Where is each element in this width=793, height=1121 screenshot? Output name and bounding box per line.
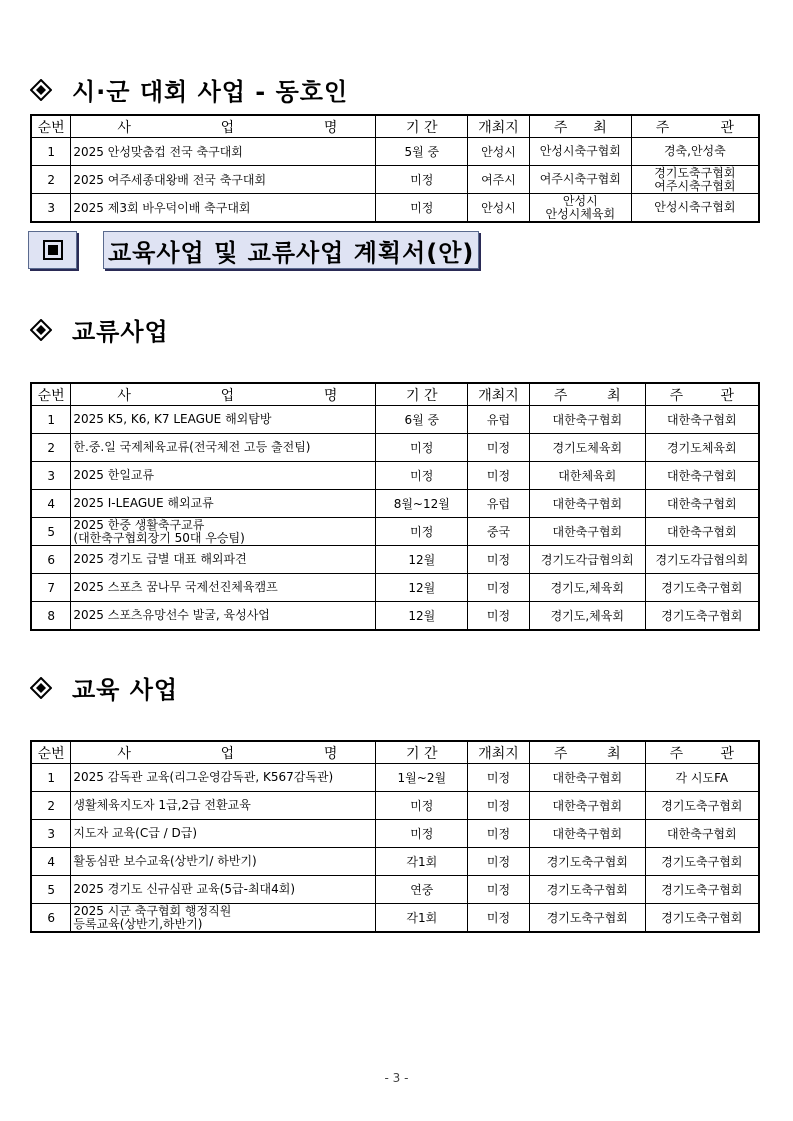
cell-no: 3 <box>31 820 71 848</box>
cell-period: 연중 <box>376 876 468 904</box>
project-name-line: 2025 경기도 급별 대표 해외파견 <box>73 552 247 566</box>
plan-banner <box>28 230 479 270</box>
cell-organizer: 경기도축구협회 <box>645 904 759 933</box>
project-name-line: 2025 스포츠 꿈나무 국제선진체육캠프 <box>73 580 278 594</box>
cell-no: 4 <box>31 848 71 876</box>
cell-venue: 미정 <box>468 462 530 490</box>
cell-organizer: 대한축구협회 <box>645 490 759 518</box>
cell-no: 1 <box>31 406 71 434</box>
cell-period: 미정 <box>376 434 468 462</box>
cell-no: 1 <box>31 764 71 792</box>
cell-venue: 여주시 <box>468 166 530 194</box>
cell-no: 7 <box>31 574 71 602</box>
cell-host: 대한축구협회 <box>529 490 645 518</box>
cell-project-name <box>71 904 376 933</box>
section-title: 교육 사업 <box>72 676 179 704</box>
cell-period: 5월 중 <box>376 138 468 166</box>
cell-project-name <box>71 462 376 490</box>
cell-host: 대한축구협회 <box>529 820 645 848</box>
cell-no: 3 <box>31 194 71 223</box>
project-name-line: 2025 경기도 신규심판 교육(5급-최대4회) <box>73 882 296 896</box>
cell-period: 12월 <box>376 574 468 602</box>
header-text: 명 <box>323 745 338 762</box>
header-text: 최 <box>607 745 621 762</box>
cell-organizer: 대한축구협회 <box>645 820 759 848</box>
cell-venue: 미정 <box>468 764 530 792</box>
cell-project-name <box>71 434 376 462</box>
header-organizer <box>645 383 759 406</box>
cell-period: 1월~2월 <box>376 764 468 792</box>
header-text: 주 <box>655 119 670 136</box>
project-name-line: 2025 감독관 교육(리그운영감독관, K567감독관) <box>73 770 334 784</box>
cell-host: 경기도축구협회 <box>529 904 645 933</box>
cell-project-name <box>71 602 376 631</box>
cell-host <box>529 194 631 223</box>
table-row <box>31 876 759 904</box>
cell-project-name <box>71 876 376 904</box>
cell-venue: 미정 <box>468 792 530 820</box>
table-row <box>31 764 759 792</box>
cell-venue: 중국 <box>468 518 530 546</box>
cell-period: 12월 <box>376 602 468 631</box>
cell-no: 6 <box>31 904 71 933</box>
cell-venue: 미정 <box>468 876 530 904</box>
cell-venue: 유럽 <box>468 406 530 434</box>
cell-period: 미정 <box>376 820 468 848</box>
project-name-line: 지도자 교육(C급 / D급) <box>73 826 198 840</box>
table-row <box>31 490 759 518</box>
project-name-line: 등록교육(상반기,하반기) <box>73 916 203 931</box>
table-row <box>31 138 759 166</box>
page-number: - 3 - <box>384 1071 409 1085</box>
host-line: 여주시축구협회 <box>539 172 621 186</box>
header-text: 주 <box>553 745 568 762</box>
project-name-line: 활동심판 보수교육(상반기/ 하반기) <box>73 854 257 868</box>
table-row <box>31 462 759 490</box>
cell-period: 각1회 <box>376 904 468 933</box>
cell-host: 경기도축구협회 <box>529 848 645 876</box>
education-table <box>30 740 760 933</box>
cell-venue: 미정 <box>468 904 530 933</box>
cell-organizer: 경기도축구협회 <box>645 876 759 904</box>
cell-venue: 유럽 <box>468 490 530 518</box>
cell-organizer: 경기도축구협회 <box>645 602 759 631</box>
table-row <box>31 518 759 546</box>
table-row <box>31 574 759 602</box>
cell-period: 8월~12월 <box>376 490 468 518</box>
diamond-bullet-icon <box>30 319 52 341</box>
cell-period: 12월 <box>376 546 468 574</box>
header-host <box>529 741 645 764</box>
table-header-row <box>31 115 759 138</box>
organizer-line: 안성시축구협회 <box>654 200 736 214</box>
cell-venue: 안성시 <box>468 138 530 166</box>
cell-project-name <box>71 820 376 848</box>
cell-organizer <box>631 166 759 194</box>
host-line: 안성시체육회 <box>545 206 616 221</box>
cell-organizer: 경기도축구협회 <box>645 792 759 820</box>
cell-no: 3 <box>31 462 71 490</box>
header-period: 기 간 <box>376 741 468 764</box>
project-name-line: 2025 K5, K6, K7 LEAGUE 해외탐방 <box>73 412 272 426</box>
project-name-line: 2025 시군 축구협회 행정직원 <box>73 903 232 918</box>
cell-project-name <box>71 518 376 546</box>
header-host <box>529 115 631 138</box>
header-text: 최 <box>607 387 621 404</box>
cell-project-name <box>71 848 376 876</box>
table-row <box>31 602 759 631</box>
header-period: 기 간 <box>376 115 468 138</box>
organizer-line: 경축,안성축 <box>663 144 726 158</box>
cell-organizer: 대한축구협회 <box>645 518 759 546</box>
header-no: 순번 <box>31 383 71 406</box>
diamond-bullet-icon <box>30 79 52 101</box>
cell-organizer: 경기도축구협회 <box>645 848 759 876</box>
cell-organizer: 경기도각급협의회 <box>645 546 759 574</box>
cell-period: 미정 <box>376 462 468 490</box>
project-name-line: (대한축구협회장기 50대 우승팀) <box>73 530 245 545</box>
project-name-line: 2025 스포츠유망선수 발굴, 육성사업 <box>73 608 270 622</box>
header-text: 업 <box>220 745 235 762</box>
header-text: 사 <box>117 745 131 762</box>
organizer-line: 경기도축구협회 <box>654 165 736 180</box>
section-heading-education <box>30 670 178 705</box>
cell-host: 경기도각급협의회 <box>529 546 645 574</box>
project-name-line: 2025 한중 생활축구교류 <box>73 517 205 532</box>
host-line: 안성시축구협회 <box>539 144 621 158</box>
project-name-line: 생활체육지도자 1급,2급 전환교육 <box>73 798 251 812</box>
cell-period: 미정 <box>376 518 468 546</box>
city-events-table <box>30 114 760 223</box>
cell-host <box>529 166 631 194</box>
section-heading-exchange <box>30 312 169 347</box>
cell-host: 경기도,체육회 <box>529 574 645 602</box>
square-bullet-icon <box>28 231 77 269</box>
header-period: 기 간 <box>376 383 468 406</box>
header-text: 주 <box>669 387 684 404</box>
exchange-table <box>30 382 760 631</box>
cell-project-name <box>71 792 376 820</box>
cell-host: 대한축구협회 <box>529 406 645 434</box>
cell-project-name <box>71 574 376 602</box>
header-venue: 개최지 <box>468 383 530 406</box>
cell-host: 경기도,체육회 <box>529 602 645 631</box>
header-text: 사 <box>117 119 131 136</box>
header-text: 명 <box>323 119 338 136</box>
table-row <box>31 848 759 876</box>
header-text: 명 <box>323 387 338 404</box>
cell-organizer: 경기도축구협회 <box>645 574 759 602</box>
cell-no: 5 <box>31 518 71 546</box>
cell-no: 2 <box>31 166 71 194</box>
header-organizer <box>645 741 759 764</box>
table-row <box>31 194 759 223</box>
header-no: 순번 <box>31 115 71 138</box>
cell-host: 경기도체육회 <box>529 434 645 462</box>
cell-organizer <box>631 138 759 166</box>
cell-host: 경기도축구협회 <box>529 876 645 904</box>
cell-organizer: 대한축구협회 <box>645 406 759 434</box>
project-name-line: 2025 I-LEAGUE 해외교류 <box>73 496 214 510</box>
cell-host: 대한축구협회 <box>529 518 645 546</box>
table-row <box>31 434 759 462</box>
cell-project-name <box>71 406 376 434</box>
cell-no: 6 <box>31 546 71 574</box>
header-text: 업 <box>220 387 235 404</box>
cell-no: 2 <box>31 434 71 462</box>
cell-venue: 안성시 <box>468 194 530 223</box>
host-line: 안성시 <box>562 193 598 208</box>
cell-project-name <box>71 490 376 518</box>
header-text: 관 <box>720 119 734 136</box>
cell-no: 1 <box>31 138 71 166</box>
header-venue: 개최지 <box>468 741 530 764</box>
cell-venue: 미정 <box>468 602 530 631</box>
table-row <box>31 904 759 933</box>
header-project-name <box>71 383 376 406</box>
cell-period: 각1회 <box>376 848 468 876</box>
header-host <box>529 383 645 406</box>
cell-no: 4 <box>31 490 71 518</box>
banner-title: 교육사업 및 교류사업 계획서(안) <box>103 231 479 269</box>
table-header-row <box>31 741 759 764</box>
cell-host: 대한체육회 <box>529 462 645 490</box>
cell-host <box>529 138 631 166</box>
cell-venue: 미정 <box>468 574 530 602</box>
cell-project-name <box>71 546 376 574</box>
header-text: 주 <box>669 745 684 762</box>
header-text: 최 <box>593 119 607 136</box>
cell-organizer: 대한축구협회 <box>645 462 759 490</box>
table-row <box>31 820 759 848</box>
cell-organizer: 각 시도FA <box>645 764 759 792</box>
cell-project-name: 2025 안성맞춤컵 전국 축구대회 <box>71 138 376 166</box>
section-title: 교류사업 <box>72 318 169 346</box>
header-text: 주 <box>553 119 568 136</box>
cell-organizer: 경기도체육회 <box>645 434 759 462</box>
header-text: 주 <box>553 387 568 404</box>
cell-period: 미정 <box>376 792 468 820</box>
diamond-bullet-icon <box>30 677 52 699</box>
section-heading-city-events <box>30 72 348 107</box>
cell-venue: 미정 <box>468 434 530 462</box>
header-organizer <box>631 115 759 138</box>
cell-project-name <box>71 764 376 792</box>
cell-project-name: 2025 제3회 바우덕이배 축구대회 <box>71 194 376 223</box>
cell-project-name: 2025 여주세종대왕배 전국 축구대회 <box>71 166 376 194</box>
header-project-name <box>71 115 376 138</box>
cell-no: 5 <box>31 876 71 904</box>
header-text: 관 <box>720 387 734 404</box>
cell-no: 8 <box>31 602 71 631</box>
table-row <box>31 166 759 194</box>
cell-venue: 미정 <box>468 546 530 574</box>
cell-host: 대한축구협회 <box>529 792 645 820</box>
header-venue: 개최지 <box>468 115 530 138</box>
header-text: 사 <box>117 387 131 404</box>
cell-organizer <box>631 194 759 223</box>
header-text: 관 <box>720 745 734 762</box>
header-project-name <box>71 741 376 764</box>
section-title: 시·군 대회 사업 - 동호인 <box>72 78 349 106</box>
cell-venue: 미정 <box>468 820 530 848</box>
cell-period: 미정 <box>376 194 468 223</box>
project-name-line: 한.중.일 국제체육교류(전국체전 고등 출전팀) <box>73 440 311 454</box>
cell-period: 6월 중 <box>376 406 468 434</box>
organizer-line: 여주시축구협회 <box>654 178 736 193</box>
cell-host: 대한축구협회 <box>529 764 645 792</box>
header-no: 순번 <box>31 741 71 764</box>
table-row <box>31 546 759 574</box>
cell-period: 미정 <box>376 166 468 194</box>
cell-venue: 미정 <box>468 848 530 876</box>
project-name-line: 2025 한일교류 <box>73 468 155 482</box>
header-text: 업 <box>220 119 235 136</box>
cell-no: 2 <box>31 792 71 820</box>
table-header-row <box>31 383 759 406</box>
table-row <box>31 406 759 434</box>
table-row <box>31 792 759 820</box>
